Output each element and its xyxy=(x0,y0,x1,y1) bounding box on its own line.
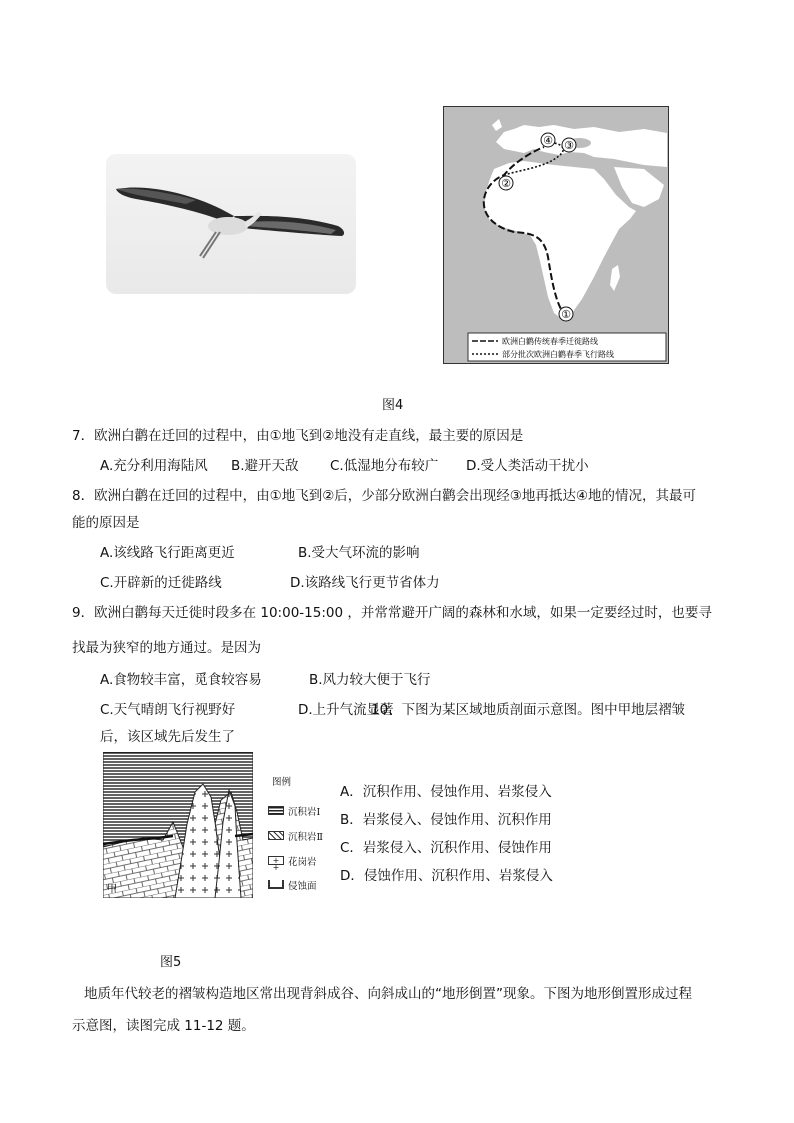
q10-stem-inline: 10、下图为某区域地质剖面示意图。图中甲地层褶皱 xyxy=(371,702,686,718)
q7-option-c: C.低湿地分布较广 xyxy=(330,458,439,474)
marker-2: ② xyxy=(501,177,511,190)
q8-stem-line1: 8．欧洲白鹳在迁回的过程中，由①地飞到②后，少部分欧洲白鹳会出现经③地再抵达④地的情况，其最可 xyxy=(72,488,696,504)
q10-option-d: D．侵蚀作用、沉积作用、岩浆侵入 xyxy=(340,868,553,884)
geologic-cross-section xyxy=(103,752,253,898)
intro-line2: 示意图，读图完成 11-12 题。 xyxy=(72,1018,255,1034)
swatch-granite: + + xyxy=(268,856,284,865)
figure4-caption: 图4 xyxy=(382,398,404,413)
marker-4: ④ xyxy=(543,134,553,147)
intro-line1: 地质年代较老的褶皱构造地区常出现背斜成谷、向斜成山的“地形倒置”现象。下图为地形倒置形成过程 xyxy=(84,986,692,1002)
q8-option-c: C.开辟新的迁徙路线 xyxy=(100,575,222,591)
q9-stem-line2: 找最为狭窄的地方通过。是因为 xyxy=(72,640,261,656)
q10-stem-line2: 后，该区域先后发生了 xyxy=(100,729,235,745)
stork-migration-map xyxy=(443,106,669,364)
swatch-sedimentary-1 xyxy=(268,806,284,815)
q10-option-c: C．岩浆侵入、沉积作用、侵蚀作用 xyxy=(340,840,552,856)
q9-option-c: C.天气晴朗飞行视野好 xyxy=(100,702,236,718)
legend-granite: 花岗岩 xyxy=(288,857,317,868)
marker-3: ③ xyxy=(564,139,574,152)
q9-option-d: D.上升气流显著 xyxy=(298,702,394,718)
q9-option-b: B.风力较大便于飞行 xyxy=(309,672,431,688)
q8-stem-line2: 能的原因是 xyxy=(72,515,140,531)
q7-option-a: A.充分利用海陆风 xyxy=(100,458,208,474)
white-stork-photo xyxy=(106,154,356,294)
legend-title: 图例 xyxy=(272,777,292,788)
legend-sedimentary-2: 沉积岩Ⅱ xyxy=(288,832,323,843)
q8-option-d: D.该路线飞行更节省体力 xyxy=(290,575,440,591)
q7-option-b: B.避开天敌 xyxy=(231,458,299,474)
legend-erosion-surface: 侵蚀面 xyxy=(288,881,317,892)
swatch-sedimentary-2 xyxy=(268,831,284,840)
q9-stem-line1: 9．欧洲白鹳每天迁徙时段多在 10:00-15:00 ，并常常避开广阔的森林和水域，如果一定要经过时，也要寻 xyxy=(72,605,712,621)
legend-sedimentary-1: 沉积岩Ⅰ xyxy=(288,807,321,818)
figure5-caption: 图5 xyxy=(160,955,182,970)
q9-option-a: A.食物较丰富，觅食较容易 xyxy=(100,672,262,688)
q10-option-a: A．沉积作用、侵蚀作用、岩浆侵入 xyxy=(340,784,552,800)
q7-option-d: D.受人类活动干扰小 xyxy=(466,458,589,474)
label-jia: 甲 xyxy=(107,884,117,895)
swatch-erosion-surface xyxy=(268,880,284,889)
q8-option-a: A.该线路飞行距离更近 xyxy=(100,545,235,561)
q7-stem: 7．欧洲白鹳在迁回的过程中，由①地飞到②地没有走直线，最主要的原因是 xyxy=(72,428,524,444)
legend-partial-route: 部分批次欧洲白鹳春季飞行路线 xyxy=(502,350,614,359)
q10-option-b: B．岩浆侵入、侵蚀作用、沉积作用 xyxy=(340,812,552,828)
marker-1: ① xyxy=(561,308,571,321)
q8-option-b: B.受大气环流的影响 xyxy=(298,545,420,561)
legend-traditional-route: 欧洲白鹳传统春季迁徙路线 xyxy=(502,337,598,346)
